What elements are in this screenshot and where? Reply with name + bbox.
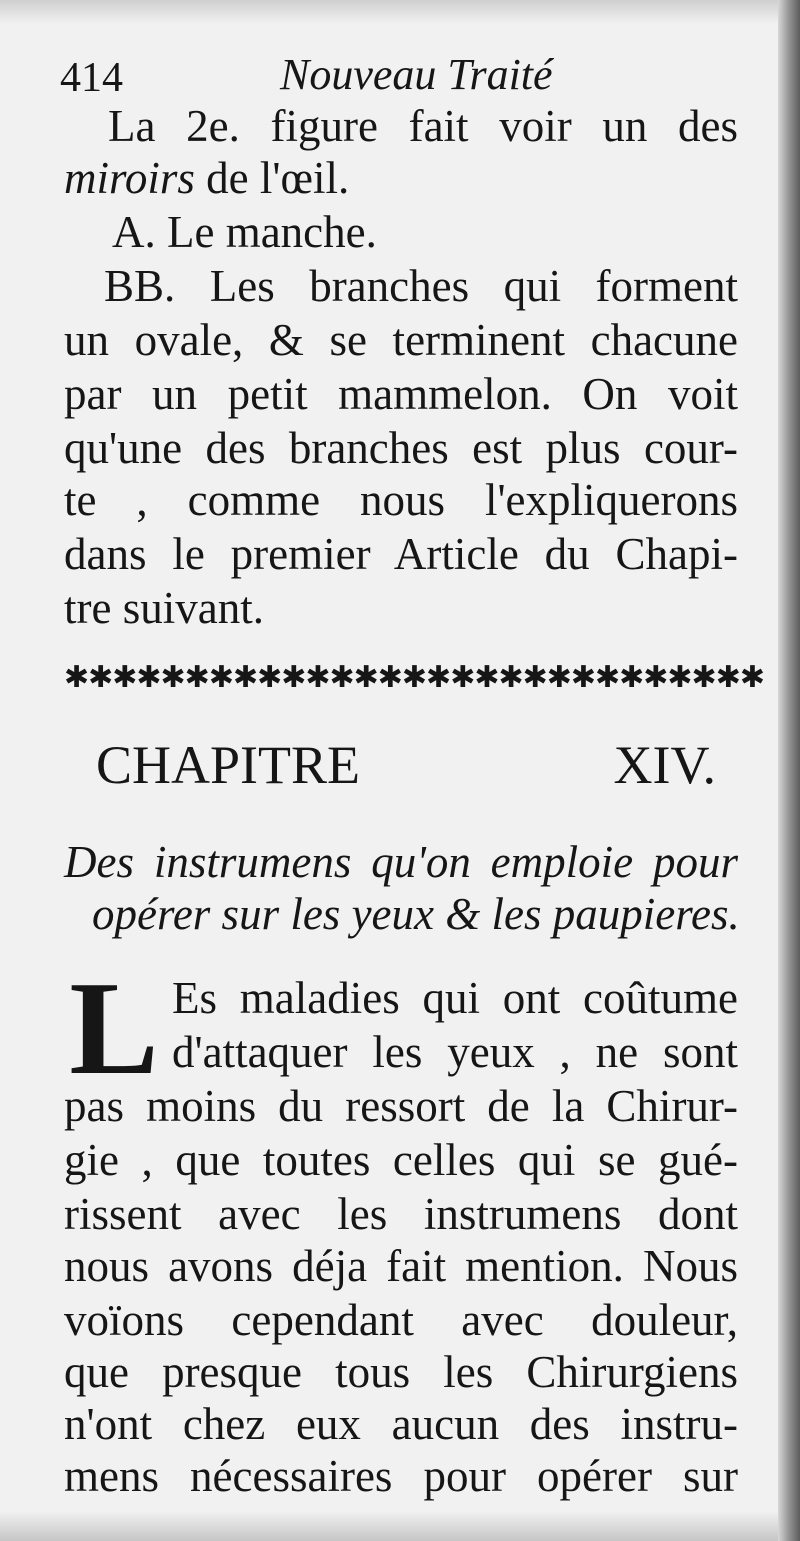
text-line: d'attaquer les yeux , ne sont <box>172 1027 738 1077</box>
text-line: par un petit mammelon. On voit <box>64 369 738 419</box>
text-line: pas moins du ressort de la Chirur- <box>64 1081 738 1131</box>
page-header <box>60 50 740 102</box>
page-edge <box>778 0 800 1541</box>
ornament-divider: ✱✱✱✱✱✱✱✱✱✱✱✱✱✱✱✱✱✱✱✱✱✱✱✱✱✱✱✱✱ <box>64 661 764 694</box>
text-line: rissent avec les instrumens dont <box>64 1189 738 1239</box>
text-line: tre suivant. <box>64 583 264 633</box>
text-line: BB. Les branches qui forment <box>104 261 738 311</box>
text-fragment: de l'œil. <box>206 153 350 203</box>
chapter-subtitle-line: opérer sur les yeux & les paupieres. <box>92 889 740 939</box>
chapter-subtitle-line: Des instrumens qu'on emploie pour <box>64 837 738 887</box>
text-line: La 2e. figure fait voir un des <box>108 101 738 151</box>
text-line: nous avons déja fait mention. Nous <box>64 1241 738 1291</box>
text-line: gie , que toutes celles qui se gué- <box>64 1135 738 1185</box>
page-top-shadow <box>0 0 800 24</box>
text-line: mens nécessaires pour opérer sur <box>64 1451 738 1501</box>
drop-cap: L <box>69 954 159 1102</box>
text-line <box>64 152 349 204</box>
text-line: Es maladies qui ont coûtume <box>172 973 738 1023</box>
text-line: que presque tous les Chirurgiens <box>64 1347 738 1397</box>
text-line: un ovale, & se terminent chacune <box>64 315 738 365</box>
text-line: qu'une des branches est plus cour- <box>64 423 738 473</box>
text-line: voïons cependant avec douleur, <box>64 1295 738 1345</box>
chapter-title: CHAPITRE XIV. <box>96 735 716 795</box>
running-title: Nouveau Traité <box>280 50 553 99</box>
text-line: dans le premier Article du Chapi- <box>64 529 738 579</box>
italic-term: miroirs <box>64 153 195 203</box>
page-bottom-shadow <box>0 1511 800 1541</box>
text-line: A. Le manche. <box>112 207 377 257</box>
text-line: n'ont chez eux aucun des instru- <box>64 1399 738 1449</box>
page-number: 414 <box>60 55 123 101</box>
text-line: te , comme nous l'expliquerons <box>64 475 738 525</box>
